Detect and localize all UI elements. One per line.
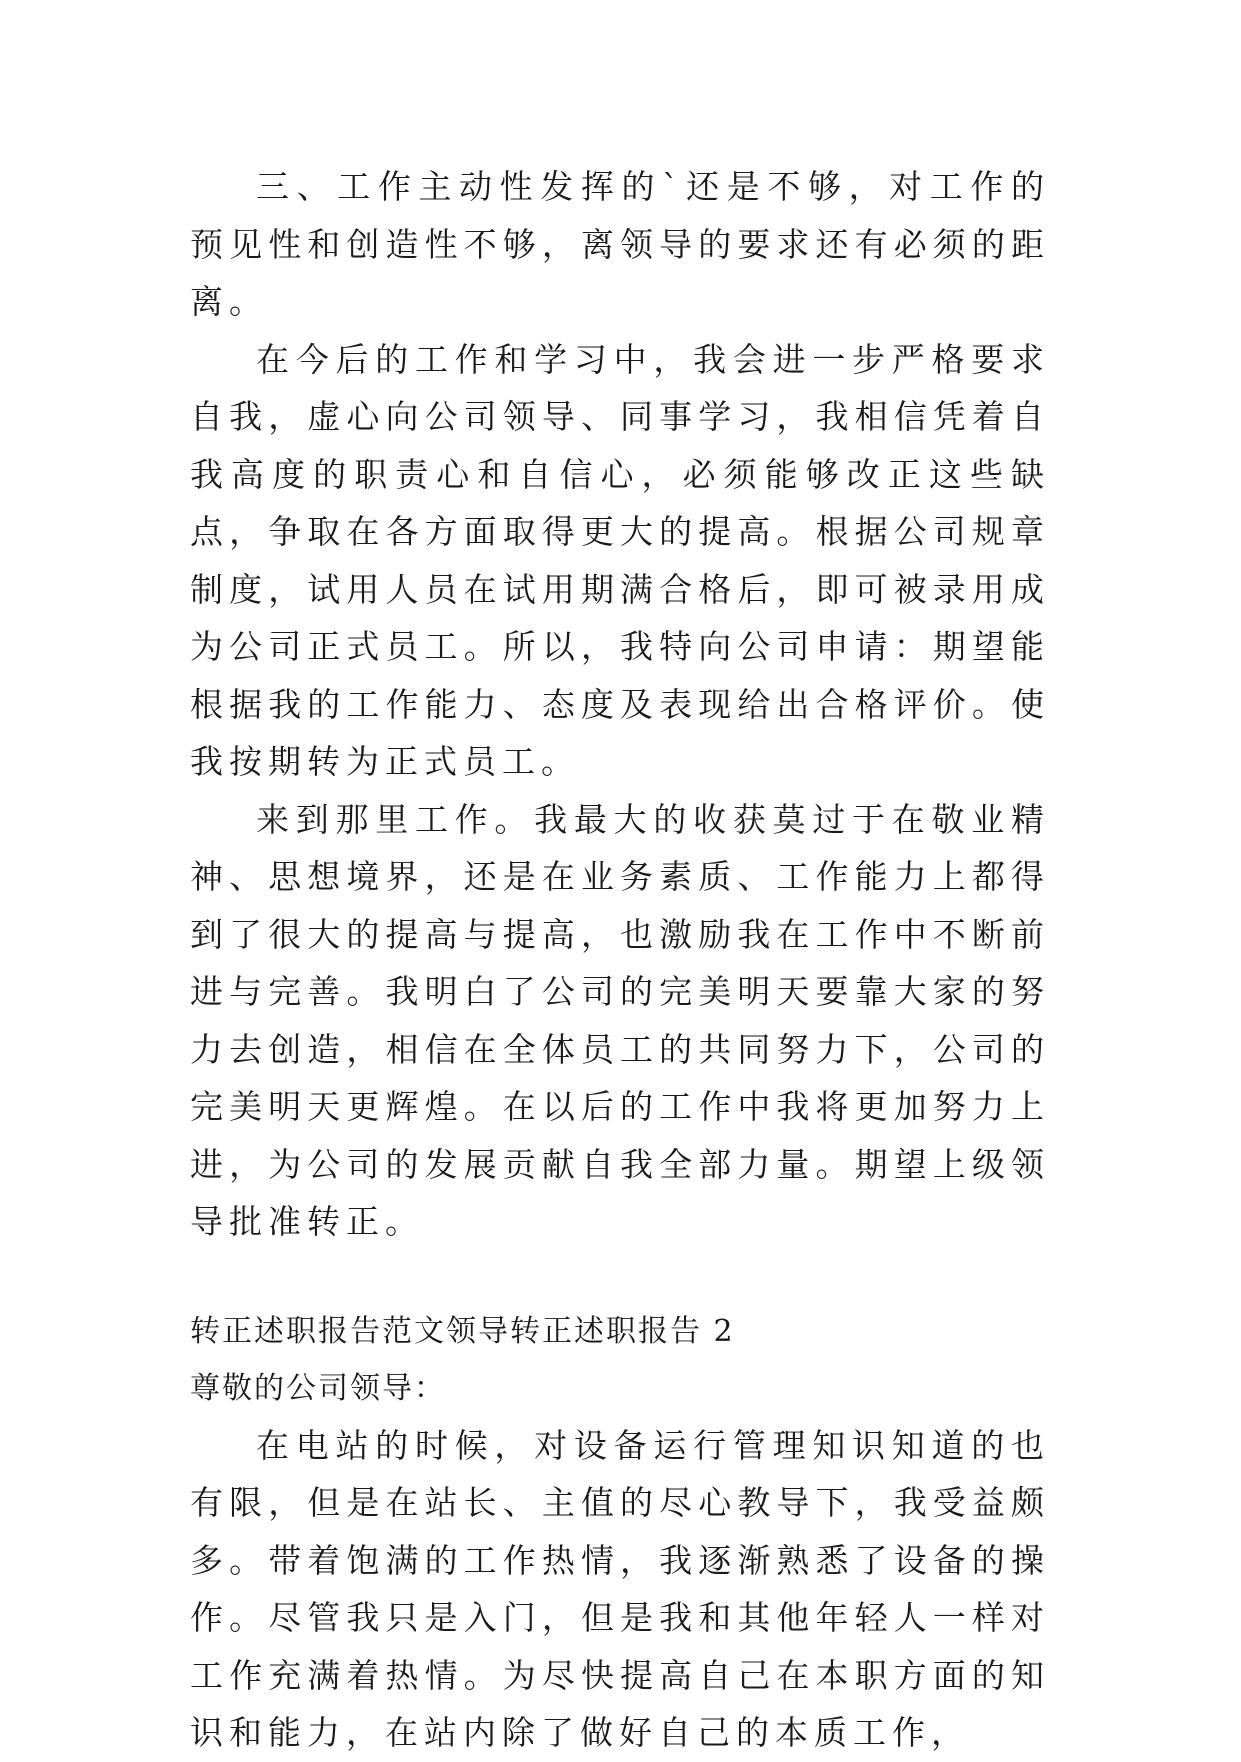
paragraph: 来到那里工作。我最大的收获莫过于在敬业精神、思想境界，还是在业务素质、工作能力上都得到了很大的提高与提高，也激励我在工作中不断前进与完善。我明白了公司的完美明天要靠大家的努力去创造，相信在全体员工的共同努力下，公司的完美明天更辉煌。在以后的工作中我将更加努力上进，为公司的发展贡献自我全部力量。期望上级领导批准转正。 bbox=[190, 799, 1050, 1241]
document-page bbox=[190, 158, 1050, 1762]
paragraph: 在电站的时候，对设备运行管理知识知道的也有限，但是在站长、主值的尽心教导下，我受益颇多。带着饱满的工作热情，我逐渐熟悉了设备的操作。尽管我只是入门，但是我和其他年轻人一样对工作充满着热情。为尽快提高自己在本职方面的知识和能力，在站内除了做好自己的本质工作， bbox=[190, 1425, 1050, 1752]
paragraph: 在今后的工作和学习中，我会进一步严格要求自我，虚心向公司领导、同事学习，我相信凭着自我高度的职责心和自信心，必须能够改正这些缺点，争取在各方面取得更大的提高。根据公司规章制度，试用人员在试用期满合格后，即可被录用成为公司正式员工。所以，我特向公司申请：期望能根据我的工作能力、态度及表现给出合格评价。使我按期转为正式员工。 bbox=[190, 339, 1050, 781]
section-spacer bbox=[190, 1251, 1050, 1303]
section-title: 转正述职报告范文领导转正述职报告 2 bbox=[190, 1313, 735, 1349]
salutation: 尊敬的公司领导： bbox=[190, 1370, 446, 1406]
paragraph: 三、工作主动性发挥的`还是不够，对工作的预见性和创造性不够，离领导的要求还有必须的距离。 bbox=[190, 167, 1050, 321]
